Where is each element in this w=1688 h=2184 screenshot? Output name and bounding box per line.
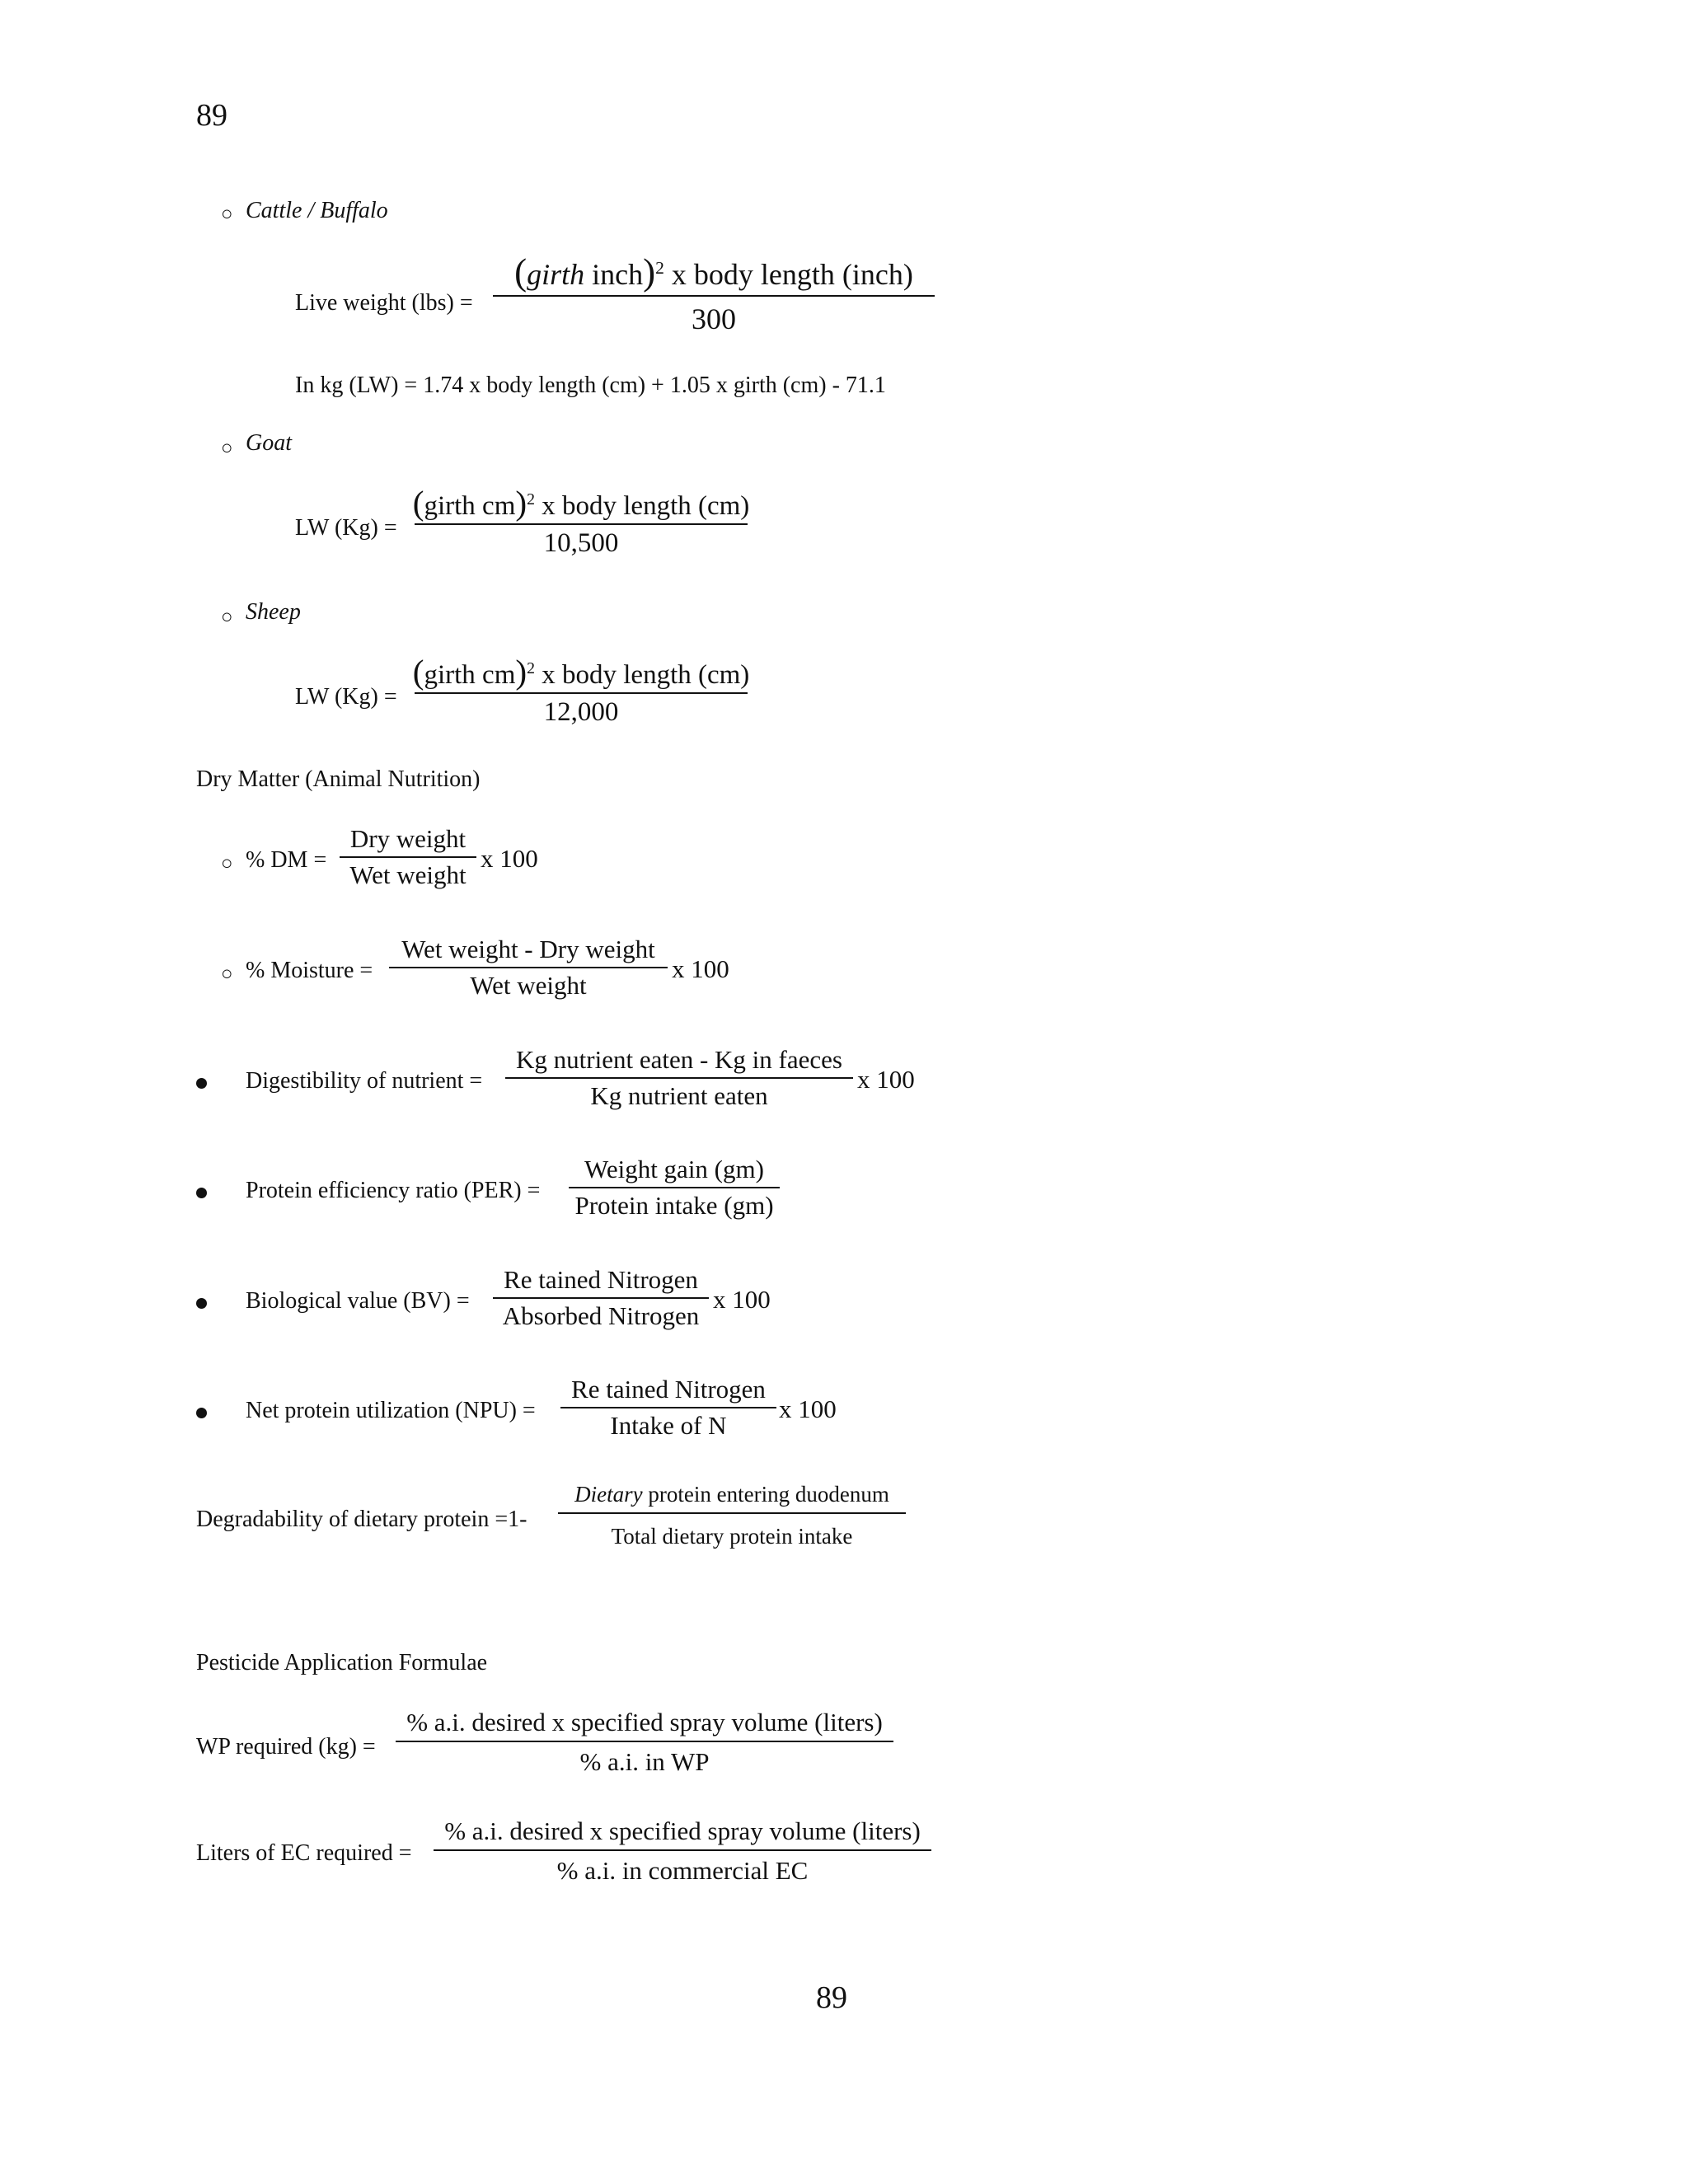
cattle-kg-formula: In kg (LW) = 1.74 x body length (cm) + 1.05 x girth (cm) - 71.1 [295,373,886,398]
wp-lhs: WP required (kg) = [196,1734,376,1760]
sheep-lhs: LW (Kg) = [295,684,397,710]
fraction-bar [505,1077,853,1079]
bv-denominator: Absorbed Nitrogen [502,1301,700,1330]
ec-lhs: Liters of EC required = [196,1840,412,1866]
bullet-icon [196,1188,207,1198]
per-lhs: Protein efficiency ratio (PER) = [246,1178,541,1203]
cattle-label: Cattle / Buffalo [246,198,388,223]
cattle-denominator: 300 [692,302,736,335]
fraction-bar [493,1297,709,1299]
moisture-fraction [389,935,668,1001]
sheep-label: Sheep [246,599,301,625]
npu-fraction [560,1375,776,1441]
moisture-numerator: Wet weight - Dry weight [401,935,655,963]
sheep-denominator: 12,000 [543,697,619,727]
sub-bullet-icon: ○ [221,963,233,985]
fraction-bar [569,1187,780,1188]
dm-numerator: Dry weight [349,824,467,853]
goat-fraction [412,484,750,559]
cattle-numerator: (girth inch)$^2$ x body length (inch) [514,251,913,293]
sub-bullet-icon: ○ [221,607,233,628]
wp-numerator: % a.i. desired x specified spray volume (liters) [406,1708,883,1736]
fraction-bar [389,967,668,968]
digestibility-lhs: Digestibility of nutrient = [246,1068,483,1094]
dm-multiplier: x 100 [481,844,538,873]
fraction-bar [340,856,476,858]
npu-multiplier: x 100 [779,1394,837,1423]
cattle-fraction [493,251,935,336]
npu-denominator: Intake of N [610,1411,727,1440]
fraction-bar [415,692,748,694]
bullet-icon [196,1408,207,1418]
goat-lhs: LW (Kg) = [295,515,397,541]
dm-denominator: Wet weight [349,860,467,889]
wp-fraction [396,1708,893,1777]
sub-bullet-icon: ○ [221,438,233,459]
per-denominator: Protein intake (gm) [574,1191,774,1220]
fraction-bar [493,295,935,297]
degradability-denominator: Total dietary protein intake [611,1524,853,1549]
digestibility-denominator: Kg nutrient eaten [590,1081,768,1110]
digestibility-fraction [505,1045,853,1111]
cattle-lhs: Live weight (lbs) = [295,290,473,316]
per-fraction [569,1155,780,1221]
dm-fraction [340,824,476,890]
goat-label: Goat [246,430,292,456]
bullet-icon [196,1298,207,1309]
wp-denominator: % a.i. in WP [579,1747,710,1776]
ec-fraction [434,1816,931,1886]
bv-lhs: Biological value (BV) = [246,1288,470,1314]
fraction-bar [434,1849,931,1851]
goat-numerator: (girth cm)$^2$ x body length (cm) [412,484,750,522]
bv-multiplier: x 100 [713,1285,771,1314]
goat-denominator: 10,500 [543,528,619,558]
degradability-numerator: Dietary protein entering duodenum [574,1482,889,1507]
fraction-bar [415,523,748,525]
degradability-fraction [558,1482,906,1549]
npu-lhs: Net protein utilization (NPU) = [246,1398,536,1423]
sub-bullet-icon: ○ [221,853,233,874]
degradability-lhs: Degradability of dietary protein =1- [196,1507,528,1532]
moisture-denominator: Wet weight [470,971,587,1000]
dm-lhs: % DM = [246,847,327,873]
ec-denominator: % a.i. in commercial EC [556,1856,809,1885]
fraction-bar [558,1512,906,1514]
page-number-bottom: 89 [816,1980,847,2015]
bv-numerator: Re tained Nitrogen [504,1265,698,1294]
sub-bullet-icon: ○ [221,204,233,225]
sheep-numerator: (girth cm)$^2$ x body length (cm) [412,653,750,691]
sheep-fraction [412,653,750,728]
dry-matter-heading: Dry Matter (Animal Nutrition) [196,766,481,792]
pesticide-heading: Pesticide Application Formulae [196,1650,488,1675]
per-numerator: Weight gain (gm) [584,1155,764,1183]
fraction-bar [396,1741,893,1742]
ec-numerator: % a.i. desired x specified spray volume (liters) [444,1816,921,1845]
fraction-bar [560,1407,776,1408]
page-number-top: 89 [196,98,227,133]
bullet-icon [196,1078,207,1089]
digestibility-numerator: Kg nutrient eaten - Kg in faeces [516,1045,842,1074]
npu-numerator: Re tained Nitrogen [571,1375,766,1404]
bv-fraction [493,1265,709,1331]
digestibility-multiplier: x 100 [857,1065,915,1094]
moisture-multiplier: x 100 [672,954,729,983]
moisture-lhs: % Moisture = [246,958,373,983]
